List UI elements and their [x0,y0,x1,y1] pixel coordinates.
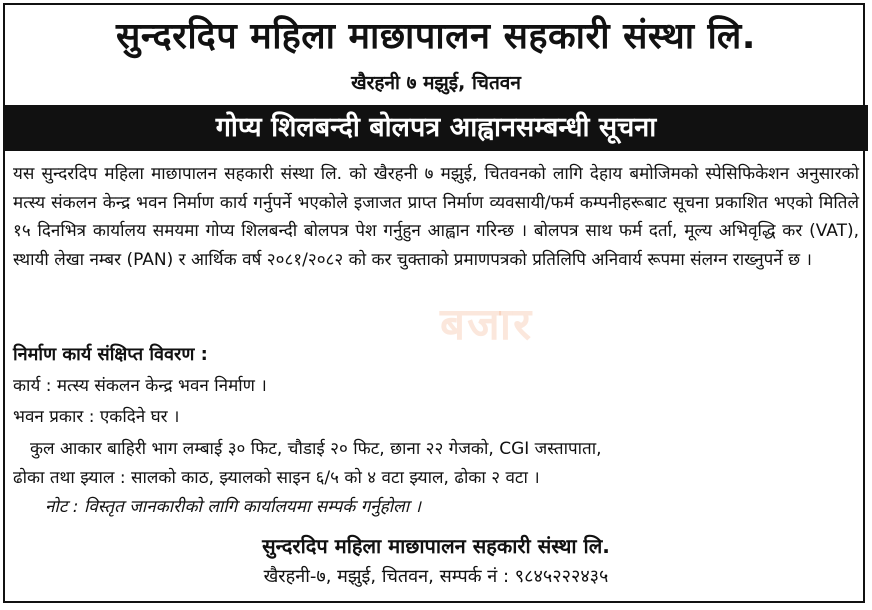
body-paragraph: यस सुन्दरदिप महिला माछापालन सहकारी संस्था लि. को खैरहनी ७ मझुई, चितवनको लागि देहाय बमोजिमको स्पेसिफिकेशन अनुसारको मत्स्य संकलन केन्द्र भवन निर्माण कार्य गर्नुपर्ने भएकोले इजाजत प्राप्त निर्माण व्यवसायी/फर्म कम्पनीहरूबाट सूचना प्रकाशित भएको मितिले १५ दिनभित्र कार्यालय समयमा गोप्य शिलबन्दी बोलपत्र पेश गर्नुहुन आह्वान गरिन्छ । बोलपत्र साथ फर्म दर्ता, मूल्य अभिवृद्धि कर (VAT), स्थायी लेखा नम्बर (PAN) र आर्थिक वर्ष २०८१/२०८२ को कर चुक्ताको प्रमाणपत्रको प्रतिलिपि अनिवार्य रूपमा संलग्न राख्नुपर्ने छ । [13,164,859,270]
footer-organization: सुन्दरदिप महिला माछापालन सहकारी संस्था लि. [262,534,610,558]
organization-address: खैरहनी ७ मझुई, चितवन [351,72,521,94]
notice-body [13,160,859,274]
organization-title: सुन्दरदिप महिला माछापालन सहकारी संस्था लि. [116,16,756,57]
summary-doors-windows: ढोका तथा झ्याल : सालको काठ, झ्यालको साइन ६/५ को ४ वटा झ्याल, ढोका २ वटा । [13,468,540,488]
notice-title: गोप्य शिलबन्दी बोलपत्र आह्वानसम्बन्धी सूचना [215,112,657,143]
watermark-logo: बजार [440,299,534,350]
summary-work: कार्य : मत्स्य संकलन केन्द्र भवन निर्माण । [13,376,267,396]
notice-title-banner [4,105,868,151]
summary-heading: निर्माण कार्य संक्षिप्त विवरण : [13,344,208,365]
summary-building-type: भवन प्रकार : एकदिने घर । [13,407,180,427]
footer-contact: खैरहनी-७, मझुई, चितवन, सम्पर्क नं : ९८४५२२२४३५ [263,566,609,587]
summary-size: कुल आकार बाहिरी भाग लम्बाई ३० फिट, चौडाई २० फिट, छाना २२ गेजको, CGI जस्तापाता, [30,439,602,459]
summary-note: नोट : विस्तृत जानकारीको लागि कार्यालयमा सम्पर्क गर्नुहोला । [45,497,421,517]
